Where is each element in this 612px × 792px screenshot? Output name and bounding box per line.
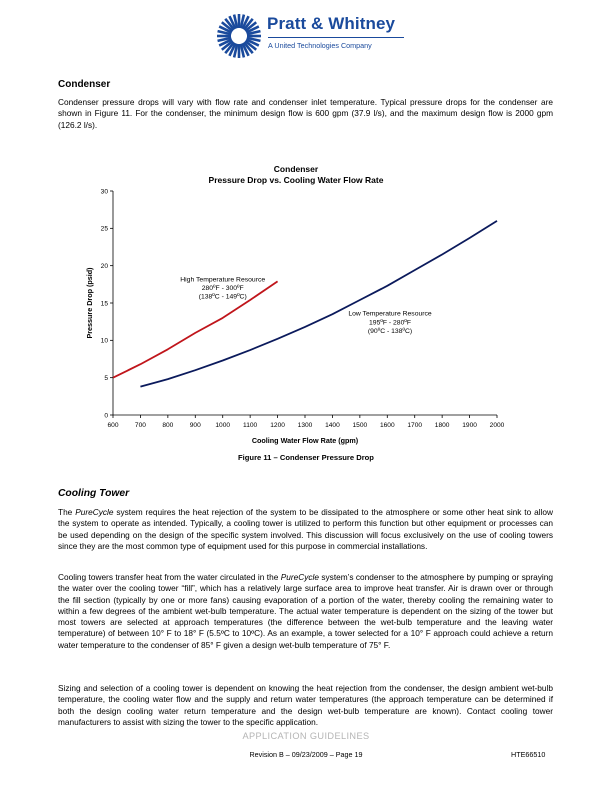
x-tick-label: 1300 (297, 422, 313, 429)
y-tick-label: 10 (100, 337, 108, 345)
series-annotation: (138ºC - 149ºC) (198, 293, 247, 301)
x-tick-label: 900 (189, 422, 201, 429)
section-heading-cooling-tower: Cooling Tower (58, 488, 130, 499)
x-axis-label: Cooling Water Flow Rate (gpm) (251, 436, 359, 445)
x-tick-label: 2000 (489, 422, 505, 429)
footer-revision: Revision B – 09/23/2009 – Page 19 (249, 750, 363, 759)
y-tick-label: 15 (100, 300, 108, 308)
cooling-tower-paragraph-2 (58, 572, 553, 651)
y-tick-label: 5 (104, 375, 108, 383)
x-tick-label: 700 (134, 422, 146, 429)
brand-name: Pratt & Whitney (267, 14, 396, 33)
series-line-low-temp (140, 221, 497, 387)
paragraph-text: Cooling towers transfer heat from the water circulated in the (58, 572, 281, 582)
x-tick-label: 1000 (215, 422, 231, 429)
x-tick-label: 1600 (379, 422, 395, 429)
cooling-tower-paragraph-1 (58, 507, 553, 552)
y-axis-label: Pressure Drop (psid) (85, 267, 94, 339)
section-heading-condenser: Condenser (58, 79, 111, 90)
x-tick-label: 800 (162, 422, 174, 429)
condenser-paragraph: Condenser pressure drops will vary with flow rate and condenser inlet temperature. Typical pressure drops for the condenser are shown in Figure 11. For the condenser, the minimum design flow is 600 gpm (37.9 l/s), and the maximum design flow is 2000 gpm (126.2 l/s). (58, 97, 553, 130)
condenser-pressure-chart (84, 160, 524, 450)
series-annotation: 280ºF - 300ºF (201, 284, 244, 292)
x-tick-label: 1400 (325, 422, 340, 429)
product-name-emphasis: PureCycle (75, 507, 114, 517)
company-logo (214, 12, 404, 60)
footer-guidelines: APPLICATION GUIDELINES (242, 731, 370, 741)
footer-document-code: HTE66510 (511, 750, 546, 759)
series-line-high-temp (113, 281, 278, 377)
cooling-tower-paragraph-3: Sizing and selection of a cooling tower is dependent on knowing the heat rejection from the condenser, the design ambient wet-bulb temperature, the cooling water flow and the supply and return water temperatures (the approach temperature can be determined if both the design cooling water return temperature and the design wet-bulb temperature are known). Contact cooling tower manufacturers to assist with sizing the tower to the specific application. (58, 683, 553, 727)
y-tick-label: 0 (104, 412, 108, 420)
series-annotation: 195ºF - 280ºF (369, 319, 412, 327)
series-annotation: Low Temperature Resource (348, 310, 432, 318)
chart-canvas (84, 160, 524, 450)
y-tick-label: 30 (100, 188, 108, 196)
x-tick-label: 1800 (434, 422, 450, 429)
figure-caption: Figure 11 – Condenser Pressure Drop (238, 453, 374, 462)
x-tick-label: 1200 (270, 422, 285, 429)
brand-tagline: A United Technologies Company (268, 41, 372, 50)
brand-rule (268, 37, 404, 38)
chart-title-line1: Condenser (273, 164, 319, 174)
eagle-emblem-icon (214, 12, 264, 60)
paragraph-text: system’s condenser to the atmosphere by pumping or spraying the water over the cooling tower “fill”, which has a relatively large surface area to improve heat transfer. Air is drawn over or through the fill section (typically by one or more fans) causing evaporation of a portion of the water, thereby cooling the remaining water to within a few degrees of the ambient wet-bulb temperature. The actual water temperature is dependent on the sizing of the tower but most towers are selected at approach temperatures (the difference between the wet-bulb temperature and the leaving water temperature) of between 10° F to 18° F (5.5ºC to 10ºC). As an example, a tower selected for a 10° F approach could achieve a return water temperature to the condenser of 85° F given a design wet-bulb temperature of 75° F. (58, 572, 553, 650)
series-annotation: High Temperature Resource (180, 276, 266, 284)
x-tick-label: 1100 (243, 422, 258, 429)
x-tick-label: 600 (107, 422, 119, 429)
x-tick-label: 1900 (462, 422, 477, 429)
x-tick-label: 1700 (407, 422, 423, 429)
paragraph-text: system requires the heat rejection of the system to be dissipated to the atmosphere or some other heat sink to allow the system to operate as intended. Typically, a cooling tower is utilized to perform this function but other equipment or processes can be used depending on the design of the specific system involved. This discussion will focus exclusively on the use of cooling towers since they are the most common type of equipment used for this purpose in commercial installations. (58, 507, 554, 551)
y-tick-label: 20 (100, 263, 108, 271)
paragraph-text: The (58, 507, 76, 517)
series-annotation: (90ºC - 138ºC) (367, 327, 413, 335)
y-tick-label: 25 (100, 225, 108, 233)
product-name-emphasis: PureCycle (280, 572, 319, 582)
x-tick-label: 1500 (352, 422, 368, 429)
chart-title-line2: Pressure Drop vs. Cooling Water Flow Rate (208, 175, 384, 185)
